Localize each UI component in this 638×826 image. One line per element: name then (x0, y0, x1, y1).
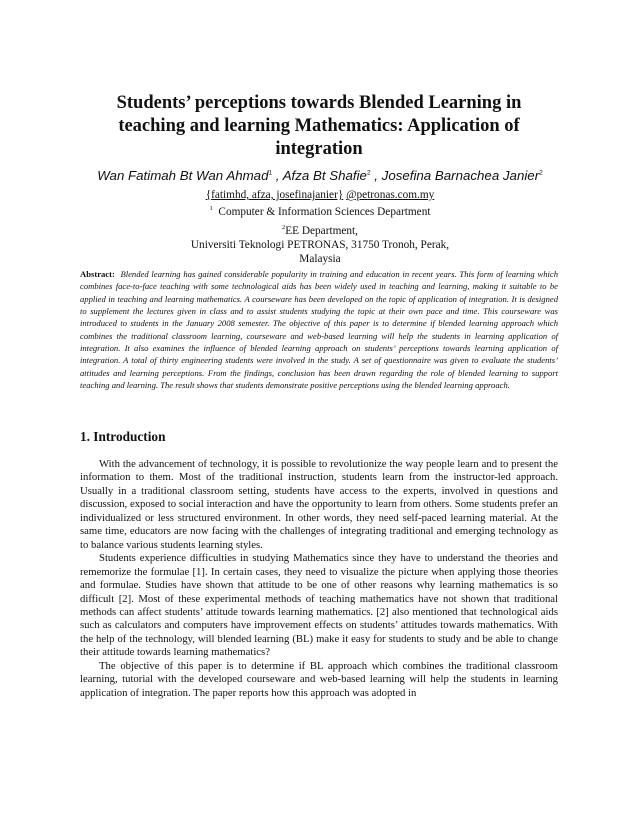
affiliation-2-line-1 (80, 224, 560, 238)
body-paragraph: Students experience difficulties in studying Mathematics since they have to understand the theories and rememorize the formulae [1]. In certain cases, they need to visualize the picture when applying those theories and formulae. Studies have shown that attitude to be one of other reasons why learning mathematics is so difficult [2]. Most of these experimental methods of teaching mathematics have not shown that traditional methods can affect students’ attitude towards learning mathematics. [2] also mentioned that technological aids such as calculators and computers have improvement effects on students’ attitudes towards mathematics. With the help of the technology, will blended learning (BL) make it easy for students to study and be able to change their attitude towards learning mathematics? (80, 552, 558, 659)
author-email (80, 188, 560, 202)
affiliation-mark: 1 (209, 205, 213, 213)
abstract-text: Blended learning has gained considerable popularity in training and education in recent years. This form of learning which combines face-to-face teaching with some technological aids has been widely used in teaching and learning, making it suitable to be applied in teaching and learning mathematics. A courseware has been developed on the topic of application of integration. It is designed to supplement the lectures given in class and to assist students studying the topic at their own pace and time. This courseware was introduced to students in the January 2008 semester. The objective of this paper is to determine if blended learning approach which combines the traditional classroom learning, courseware and web-based learning will help the students in learning application of integration. It also examines the influence of blended learning approach on students’ perceptions towards learning application of integration. A total of thirty engineering students were involved in the study. A set of questionnaire was given to evaluate the students’ attitudes and learning perceptions. From the findings, conclusion has been drawn regarding the role of blended learning to support teaching and learning. The result shows that students demonstrate positive perceptions using the blended learning approach. (80, 269, 559, 391)
affiliation-mark: 2 (281, 224, 286, 232)
paper-title: Students’ perceptions towards Blended Learning in teaching and learning Mathematics: Application of integration (116, 93, 522, 159)
author-list: Wan Fatimah Bt Wan Ahmad$^1$ , Afza Bt Shafie$^2$ , Josefina Barnachea Janier$^2$ (97, 168, 543, 183)
email-domain[interactable]: @petronas.com.my (346, 189, 435, 201)
body-paragraph: With the advancement of technology, it is possible to revolutionize the way people learn and to present the information to them. Most of the traditional instruction, students learn from the instructor-led approach. Usually in a traditional classroom setting, students have access to the experts, involved in questions and discussion, exposed to social interaction and have the opportunity to learn from others. Some students prefer an individualized or less structured environment. In other words, they need self-paced learning material. At the same time, educators are now facing with the challenges of integrating traditional and emerging technology as to balance various students learning styles. (80, 458, 558, 551)
affiliation-2-dept: EE Department, (285, 225, 359, 237)
author-name: Afza Bt Shafie (282, 168, 367, 183)
abstract-label: Abstract (80, 269, 112, 279)
author-affiliation-mark: 1 (268, 169, 273, 177)
body-paragraph: The objective of this paper is to determine if BL approach which combines the traditional classroom learning, tutorial with the developed courseware and web-based learning will help the students in learning application of integration. The paper reports how this approach was adopted in (80, 659, 558, 699)
email-users[interactable]: {fatimhd, afza, josefinajanier} (205, 189, 344, 201)
introduction-body (80, 458, 558, 700)
affiliation-1-text: Computer & Information Sciences Department (218, 206, 431, 218)
author-affiliation-mark: 2 (366, 169, 371, 177)
affiliation-2-line-2: Universiti Teknologi PETRONAS, 31750 Tronoh, Perak, (190, 239, 450, 251)
author-name: Wan Fatimah Bt Wan Ahmad (97, 168, 269, 183)
abstract: Abstract: Blended learning has gained considerable popularity in training and education in recent years. This form of learning which combines face-to-face teaching with some technological aids has been widely used in teaching and learning, making it suitable to be applied in teaching and learning mathematics. A courseware has been developed on the topic of application of integration. It is designed to supplement the lectures given in class and to assist students studying the topic at their own pace and time. This courseware was introduced to students in the January 2008 semester. The objective of this paper is to determine if blended learning approach which combines the traditional classroom learning, courseware and web-based learning will help the students in learning application of integration. It also examines the influence of blended learning approach on students’ perceptions towards learning application of integration. A total of thirty engineering students were involved in the study. A set of questionnaire was given to evaluate the students’ attitudes and learning perceptions. From the findings, conclusion has been drawn regarding the role of blended learning to support teaching and learning. The result shows that students demonstrate positive perceptions using the blended learning approach. (80, 269, 559, 391)
author-name: Josefina Barnachea Janier (381, 168, 540, 183)
section-heading-introduction: 1. Introduction (80, 429, 166, 444)
affiliation-2-line-3: Malaysia (299, 253, 341, 265)
author-affiliation-mark: 2 (539, 169, 543, 177)
affiliation-1 (80, 205, 560, 219)
